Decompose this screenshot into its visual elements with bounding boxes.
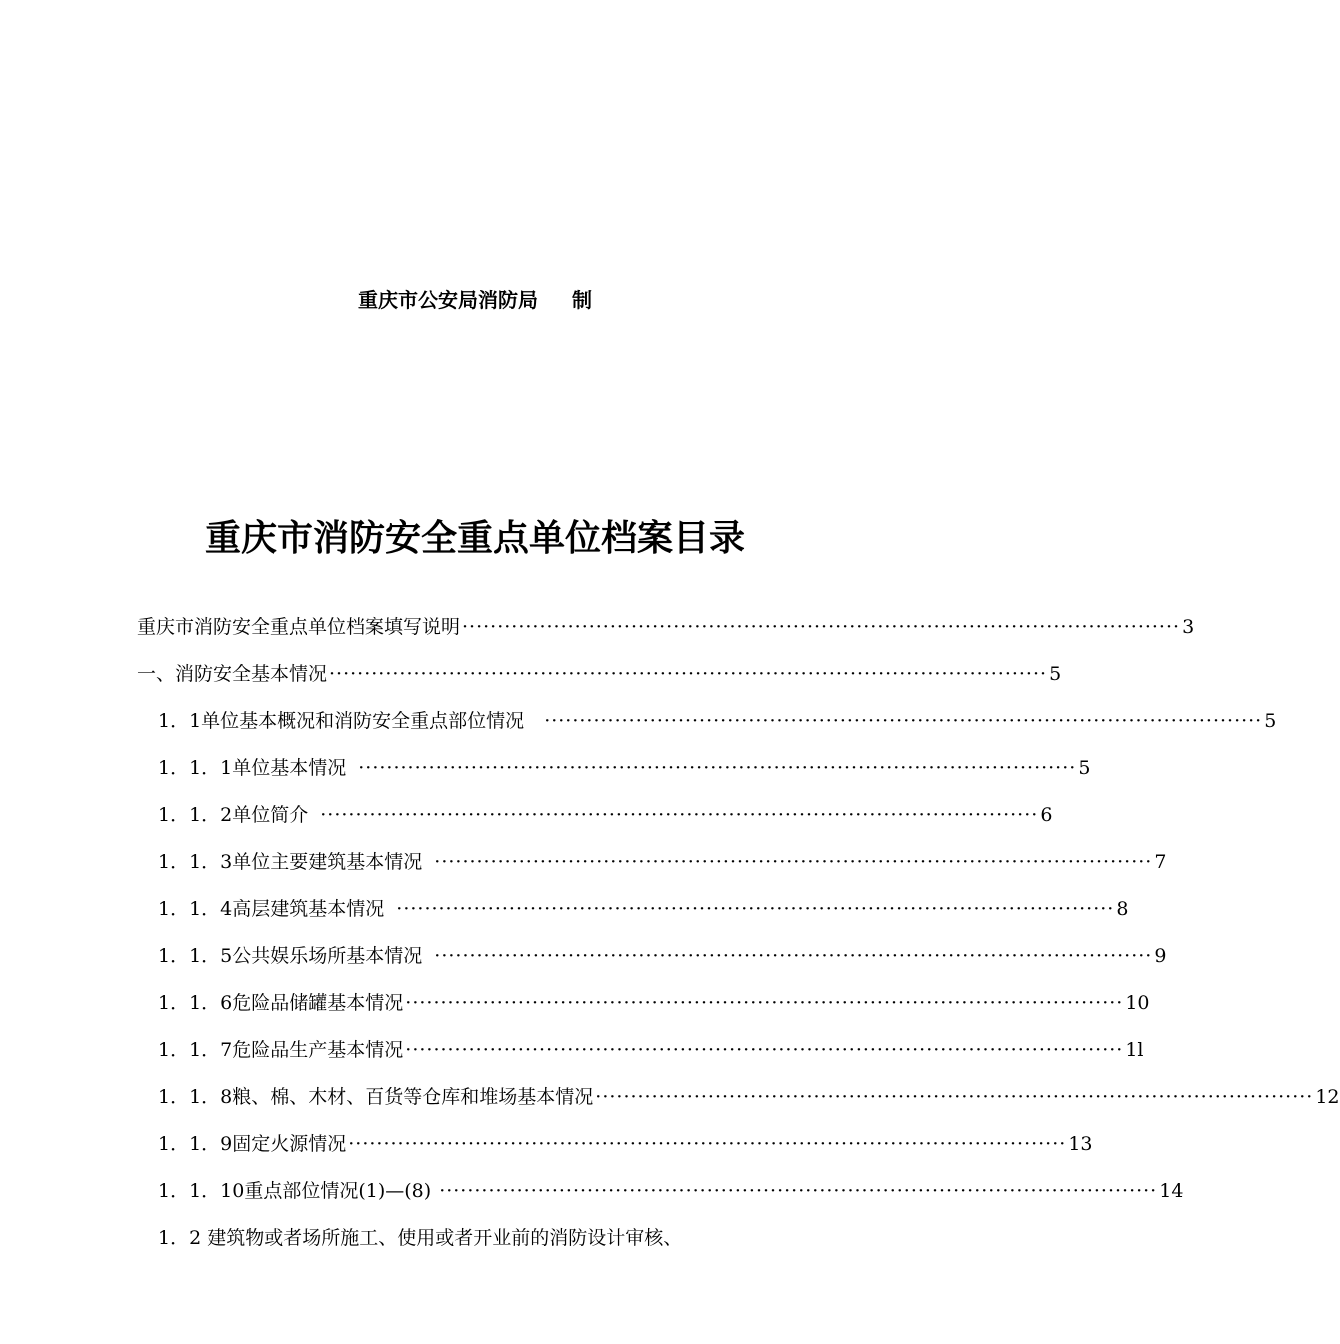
toc-entry-page: 6 bbox=[1040, 804, 1053, 826]
toc-entry-page: 9 bbox=[1154, 945, 1167, 967]
toc-leader: ······································································································ bbox=[462, 616, 1181, 638]
toc-entry-label: 1．1．3单位主要建筑基本情况 bbox=[158, 851, 423, 873]
toc-leader: ······································································································ bbox=[396, 898, 1115, 920]
toc-leader: ······································································································ bbox=[405, 1039, 1124, 1061]
toc-entry-label: 1．1．8粮、棉、木材、百货等仓库和堆场基本情况 bbox=[158, 1086, 594, 1108]
toc-entry-page: 12 bbox=[1315, 1086, 1340, 1108]
toc-entry-label: 1．1．1单位基本情况 bbox=[158, 757, 347, 779]
toc-leader: ······································································································ bbox=[320, 804, 1039, 826]
issuer-line bbox=[0, 284, 950, 313]
toc-entry-label: 1．1．7危险品生产基本情况 bbox=[158, 1039, 404, 1061]
toc-entry-page: 8 bbox=[1116, 898, 1129, 920]
toc-entry[interactable] bbox=[158, 1129, 1093, 1159]
toc-entry-label: 1．1．2单位简介 bbox=[158, 804, 309, 826]
toc-leader: ······································································································ bbox=[329, 663, 1048, 685]
toc-entry[interactable] bbox=[158, 941, 1167, 971]
issuer-suffix: 制 bbox=[572, 288, 592, 312]
toc-entry-page: 13 bbox=[1068, 1133, 1093, 1155]
toc-entry[interactable] bbox=[137, 659, 1062, 689]
toc-entry[interactable] bbox=[158, 1035, 1144, 1065]
toc-entry-page: 7 bbox=[1154, 851, 1167, 873]
toc-entry[interactable] bbox=[158, 894, 1129, 924]
toc-entry-page: 5 bbox=[1049, 663, 1062, 685]
toc-entry-page: 3 bbox=[1182, 616, 1195, 638]
toc-entry[interactable] bbox=[137, 612, 1195, 642]
toc-leader: ······································································································ bbox=[439, 1180, 1158, 1202]
toc-entry-label: 1．2 建筑物或者场所施工、使用或者开业前的消防设计审核、 bbox=[158, 1227, 683, 1249]
toc-entry-label: 1．1．10重点部位情况(1)—(8) bbox=[158, 1180, 432, 1202]
toc-entry-page: 5 bbox=[1264, 710, 1277, 732]
toc-entry-page: 5 bbox=[1078, 757, 1091, 779]
toc-entry[interactable] bbox=[158, 800, 1053, 830]
toc-entry-label: 1．1单位基本概况和消防安全重点部位情况 bbox=[158, 710, 525, 732]
toc-entry-page: 10 bbox=[1125, 992, 1150, 1014]
toc-leader: ······································································································ bbox=[434, 945, 1153, 967]
toc-entry-label: 一、消防安全基本情况 bbox=[137, 663, 328, 685]
toc-entry[interactable] bbox=[158, 753, 1091, 783]
toc-entry-label: 1．1．5公共娱乐场所基本情况 bbox=[158, 945, 423, 967]
toc-entry[interactable] bbox=[158, 1176, 1184, 1206]
toc-entry[interactable] bbox=[158, 1223, 818, 1253]
toc-entry-label: 1．1．9固定火源情况 bbox=[158, 1133, 347, 1155]
toc-leader: ······································································································ bbox=[434, 851, 1153, 873]
toc-entry-label: 1．1．6危险品储罐基本情况 bbox=[158, 992, 404, 1014]
toc-entry-page: 1l bbox=[1125, 1039, 1144, 1061]
toc-entry[interactable] bbox=[158, 988, 1150, 1018]
toc-leader: ······································································································ bbox=[358, 757, 1077, 779]
toc-leader: ······································································································ bbox=[348, 1133, 1067, 1155]
toc-entry[interactable] bbox=[158, 847, 1167, 877]
toc-leader: ······································································································ bbox=[544, 710, 1263, 732]
document-title: 重庆市消防安全重点单位档案目录 bbox=[204, 518, 745, 559]
toc-leader: ······································································································ bbox=[405, 992, 1124, 1014]
toc-entry-label: 1．1．4高层建筑基本情况 bbox=[158, 898, 385, 920]
toc-entry-page: 14 bbox=[1159, 1180, 1184, 1202]
toc-entry-label: 重庆市消防安全重点单位档案填写说明 bbox=[137, 616, 461, 638]
issuer-name: 重庆市公安局消防局 bbox=[358, 288, 538, 312]
toc-leader: ······································································································ bbox=[595, 1086, 1314, 1108]
toc-entry[interactable] bbox=[158, 1082, 1340, 1112]
toc-entry[interactable] bbox=[158, 706, 1277, 736]
